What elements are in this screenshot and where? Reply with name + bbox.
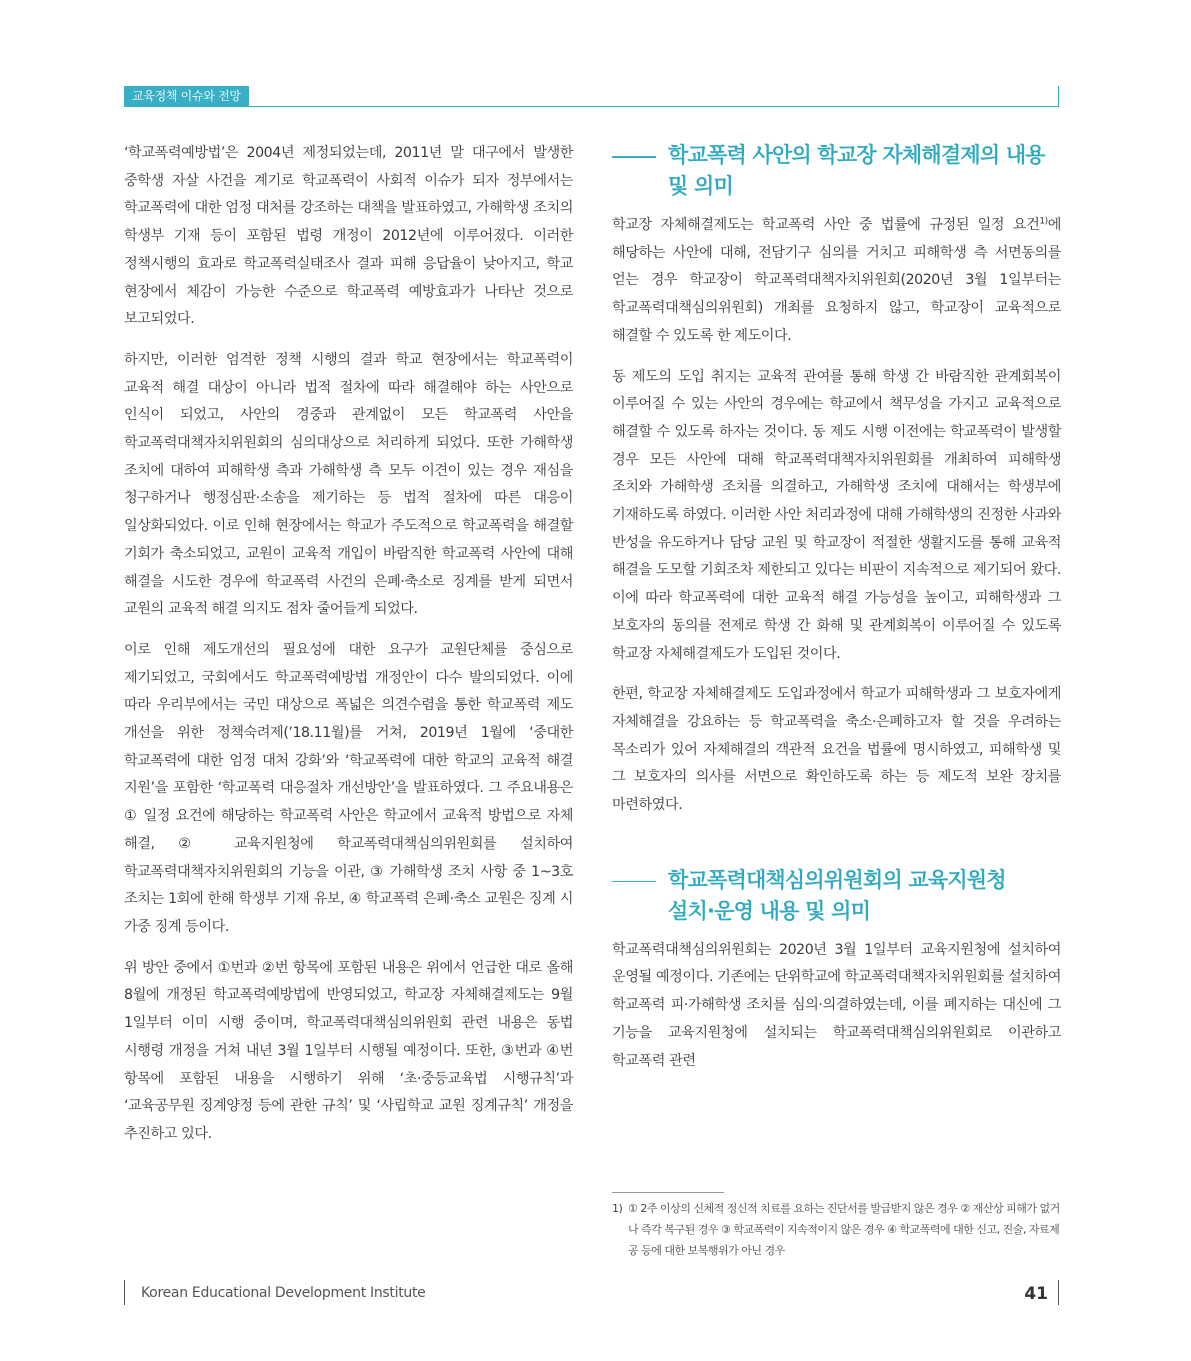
footer-institution: Korean Educational Development Institute xyxy=(141,1285,426,1301)
left-paragraph-3: 이로 인해 제도개선의 필요성에 대한 요구가 교원단체를 중심으로 제기되었고, 국회에서도 학교폭력예방법 개정안이 다수 발의되었다. 이에 따라 우리부에서는 국민 대상으로 폭넓은 의견수렴을 통한 학교폭력 제도 개선을 위한 정책숙려제(’18.11월)를 거쳐, 2019년 1월에 ‘중대한 학교폭력에 대한 엄정 대처 강화’와 ‘학교폭력에 대한 학교의 교육적 해결 지원’을 포함한 ‘학교폭력 대응절차 개선방안’을 발표하였다. 그 주요내용은 ① 일정 요건에 해당하는 학교폭력 사안은 학교에서 교육적 방법으로 자체 해결, ② 교육지원청에 학교폭력대책심의위원회를 설치하여 학교폭력대책자치위원회의 기능을 이관, ③ 가해학생 조치 사항 중 1~3호 조치는 1회에 한해 학생부 기재 유보, ④ 학교폭력 은폐·축소 교원은 징계 시 가중 징계 등이다. xyxy=(124,641,573,935)
left-column xyxy=(124,140,573,1162)
left-paragraph-2: 하지만, 이러한 엄격한 정책 시행의 결과 학교 현장에서는 학교폭력이 교육적 해결 대상이 아니라 법적 절차에 따라 해결해야 하는 사안으로 인식이 되었고, 사안의 경중과 관계없이 모든 학교폭력 사안을 학교폭력대책자치위원회의 심의대상으로 처리하게 되었다. 또한 가해학생 조치에 대하여 피해학생 측과 가해학생 측 모두 이견이 있는 경우 재심을 청구하거나 행정심판·소송을 제기하는 등 법적 절차에 따른 대응이 일상화되었다. 이로 인해 현장에서는 학교가 주도적으로 학교폭력을 해결할 기회가 축소되었고, 교원이 교육적 개입이 바람직한 학교폭력 사안에 대해 해결을 시도한 경우에 학교폭력 사건의 은폐·축소로 징계를 받게 되면서 교원의 교육적 해결 의지도 점차 줄어들게 되었다. xyxy=(124,351,573,618)
left-paragraph-1: ‘학교폭력예방법’은 2004년 제정되었는데, 2011년 말 대구에서 발생한 중학생 자살 사건을 계기로 학교폭력이 사회적 이슈가 되자 정부에서는 학교폭력에 대한 엄정 대처를 강조하는 대책을 발표하였고, 가해학생 조치의 학생부 기재 등이 포함된 법령 개정이 2012년에 이루어졌다. 이러한 정책시행의 효과로 학교폭력실태조사 결과 피해 응답율이 낮아지고, 학교 현장에서 체감이 가능한 수준으로 학교폭력 예방효과가 나타난 것으로 보고되었다. xyxy=(124,145,573,328)
section-heading-line-1: 학교폭력대책심의위원회의 교육지원청 xyxy=(668,867,1006,892)
header-rule xyxy=(124,106,1059,107)
section-heading-rule xyxy=(612,156,656,158)
footnote-divider xyxy=(612,1192,724,1193)
section2-paragraph-1: 학교폭력대책심의위원회는 2020년 3월 1일부터 교육지원청에 설치하여 운영될 예정이다. 기존에는 단위학교에 학교폭력대책자치위원회를 설치하여 학교폭력 피·가해학생 조치를 심의·의결하였는데, 이를 폐지하는 대신에 그 기능을 교육지원청에 설치되는 학교폭력대책심의위원회로 이관하고 학교폭력 관련 xyxy=(612,941,1061,1069)
header-section-tag: 교육정책 이슈와 전망 xyxy=(124,86,249,107)
section1-p1-text-a: 학교장 자체해결제도는 학교폭력 사안 중 법률에 규정된 일정 요건 xyxy=(612,217,1040,233)
footnote-mark: 1) xyxy=(612,1202,623,1215)
section-heading-line-2: 설치·운영 내용 및 의미 xyxy=(668,898,871,923)
section-heading-2 xyxy=(612,865,1061,927)
section1-paragraph-3: 한편, 학교장 자체해결제도 도입과정에서 학교가 피해학생과 그 보호자에게 자체해결을 강요하는 등 학교폭력을 축소·은폐하고자 할 것을 우려하는 목소리가 있어 자체해결의 객관적 요건을 법률에 명시하였고, 피해학생 및 그 보호자의 의사를 서면으로 확인하도록 하는 등 제도적 보완 장치를 마련하였다. xyxy=(612,686,1061,814)
section1-p1-text-b: 에 해당하는 사안에 대해, 전담기구 심의를 거치고 피해학생 측 서면동의를 얻는 경우 학교장이 학교폭력대책자치위원회(2020년 3월 1일부터는 학교폭력대책심의위원회) 개최를 요청하지 않고, 학교장이 교육적으로 해결할 수 있도록 한 제도이다. xyxy=(612,217,1061,344)
footer-left-rule xyxy=(124,1280,125,1305)
footnote xyxy=(612,1198,1061,1261)
section-heading-rule xyxy=(612,881,656,883)
section-heading-title xyxy=(668,140,1061,202)
left-paragraph-4: 위 방안 중에서 ①번과 ②번 항목에 포함된 내용은 위에서 언급한 대로 올해 8월에 개정된 학교폭력예방법에 반영되었고, 학교장 자체해결제도는 9월 1일부터 이미 시행 중이며, 학교폭력대책심의위원회 관련 내용은 동법 시행령 개정을 거쳐 내년 3월 1일부터 시행될 예정이다. 또한, ③번과 ④번 항목에 포함된 내용을 시행하기 위해 ‘초·중등교육법 시행규칙’과 ‘교육공무원 징계양정 등에 관한 규칙’ 및 ‘사립학교 교원 징계규칙’ 개정을 추진하고 있다. xyxy=(124,959,573,1142)
page-number: 41 xyxy=(1024,1284,1048,1304)
section1-paragraph-1 xyxy=(612,212,1061,351)
section-heading-line-2: 및 의미 xyxy=(668,174,733,198)
footnote-text: ① 2주 이상의 신체적 정신적 치료를 요하는 진단서를 발급받지 않은 경우 ② 재산상 피해가 없거나 즉각 복구된 경우 ③ 학교폭력이 지속적이지 않은 경우 ④ 학교폭력에 대한 신고, 진술, 자료제공 등에 대한 보복행위가 아닌 경우 xyxy=(628,1202,1060,1257)
header-end-tick xyxy=(1058,86,1059,107)
footer-right-rule xyxy=(1058,1280,1059,1305)
footnote-reference[interactable]: 1) xyxy=(1039,216,1048,227)
section-heading-title xyxy=(668,865,1061,927)
section1-paragraph-2: 동 제도의 도입 취지는 교육적 관여를 통해 학생 간 바람직한 관계회복이 이루어질 수 있는 사안의 경우에는 학교에서 책무성을 가지고 교육적으로 해결할 수 있도록 하자는 것이다. 동 제도 시행 이전에는 학교폭력이 발생할 경우 모든 사안에 대해 학교폭력대책자치위원회를 개최하여 피해학생 조치와 가해학생 조치를 의결하고, 가해학생 조치에 대해서는 학생부에 기재하도록 하였다. 이러한 사안 처리과정에 대해 가해학생의 진정한 사과와 반성을 유도하거나 담당 교원 및 학교장이 적절한 생활지도를 통해 교육적 해결을 도모할 기회조차 제한되고 있다는 비판이 지속적으로 제기되어 왔다. 이에 따라 학교폭력에 대한 교육적 해결 가능성을 높이고, 피해학생과 그 보호자의 동의를 전제로 학생 간 화해 및 관계회복이 이루어질 수 있도록 학교장 자체해결제도가 도입된 것이다. xyxy=(612,368,1061,662)
section-heading-line-1: 학교폭력 사안의 학교장 자체해결제의 내용 xyxy=(668,143,1045,167)
section-heading-1 xyxy=(612,140,1061,202)
right-column xyxy=(612,140,1061,1088)
